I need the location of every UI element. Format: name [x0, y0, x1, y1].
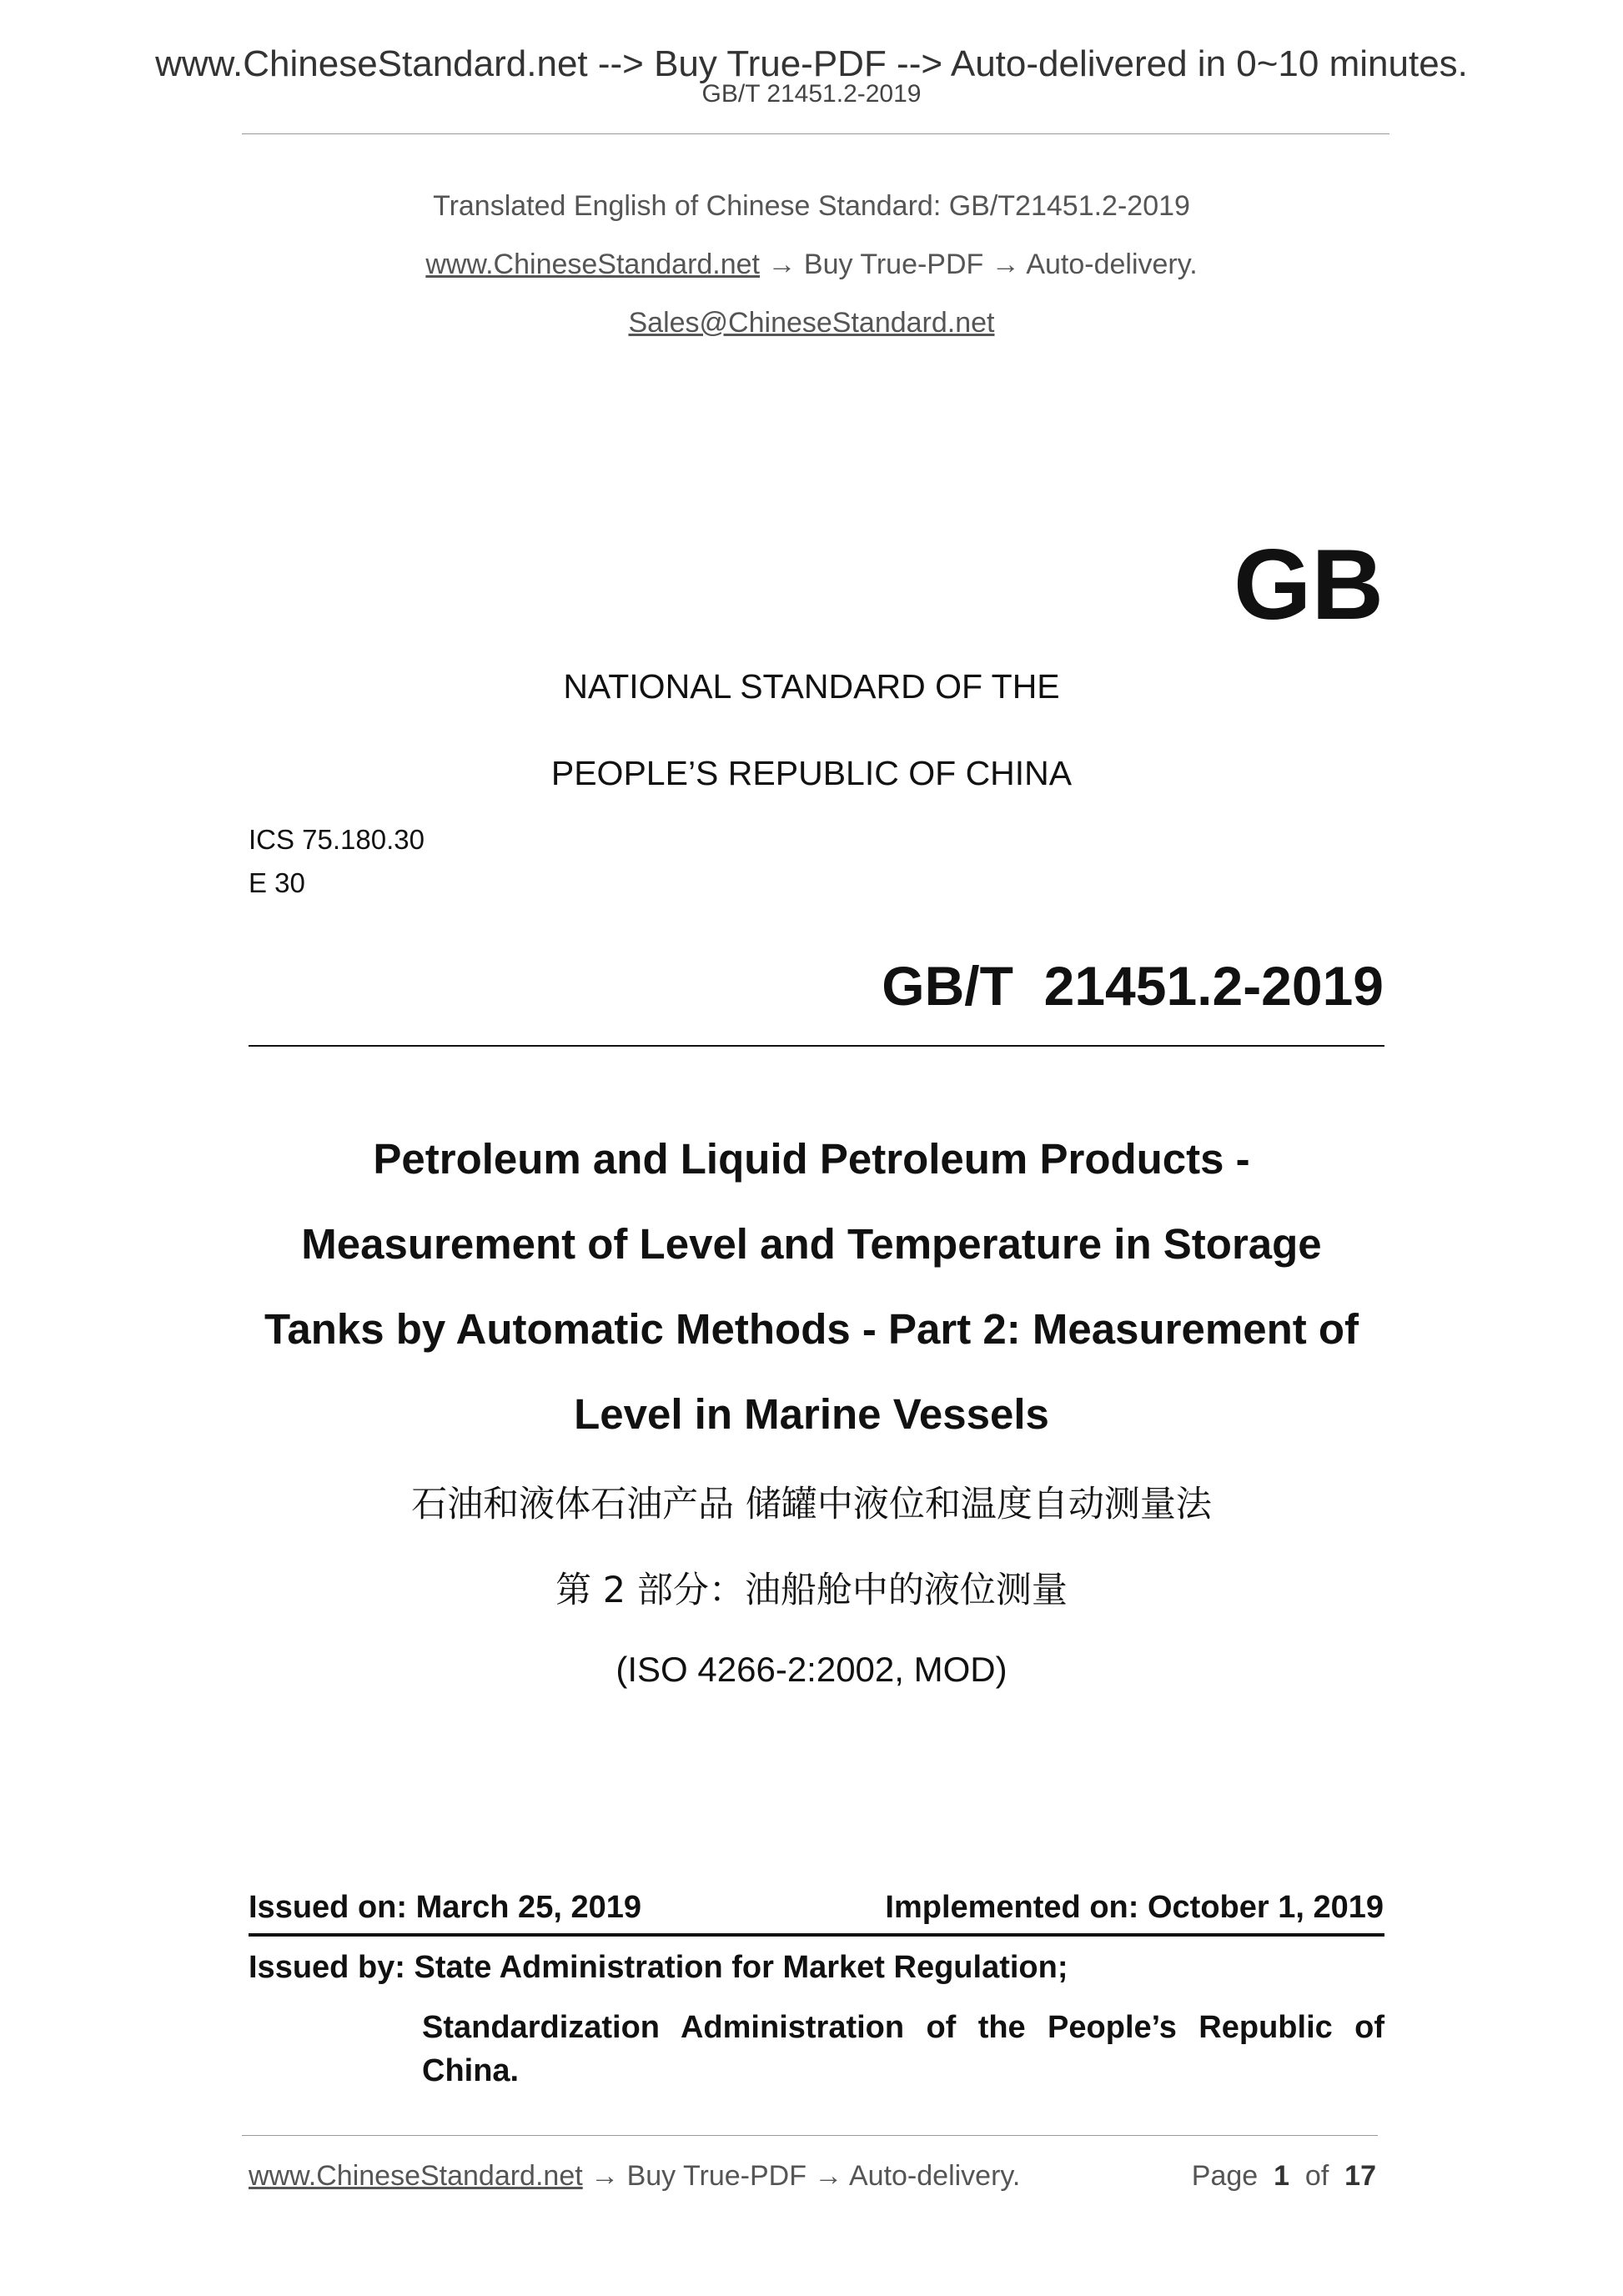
footer-site-suffix: → Buy True-PDF → Auto-delivery.	[582, 2160, 1021, 2192]
chinese-title-line-1: 石油和液体石油产品 储罐中液位和温度自动测量法	[411, 1484, 1212, 1525]
page-of: of	[1304, 2160, 1329, 2192]
title-line-4: Level in Marine Vessels	[574, 1390, 1049, 1438]
issued-by: Issued by: State Administration for Market Regulation;	[249, 1950, 1068, 1985]
translation-line: Translated English of Chinese Standard: GB/T21451.2-2019	[433, 190, 1190, 222]
page-label: Page	[1191, 2160, 1259, 2192]
chinese-title-line-2: 第 2 部分：油船舱中的液位测量	[555, 1570, 1068, 1611]
implemented-on: Implemented on: October 1, 2019	[885, 1890, 1384, 1925]
title-line-2: Measurement of Level and Temperature in Storage	[301, 1220, 1322, 1268]
site-link-suffix: → Buy True-PDF → Auto-delivery.	[760, 249, 1198, 280]
standard-number-rule	[249, 1045, 1384, 1047]
top-banner: www.ChineseStandard.net --> Buy True-PDF --> Auto-delivered in 0~10 minutes.	[155, 43, 1468, 84]
issued-by-china: China.	[422, 2053, 520, 2088]
site-link[interactable]: www.ChineseStandard.net	[425, 249, 761, 280]
gb-logo: GB	[1234, 529, 1384, 641]
page-current: 1	[1274, 2160, 1289, 2192]
title-line-3: Tanks by Automatic Methods - Part 2: Measurement of	[264, 1305, 1359, 1353]
footer-divider	[242, 2135, 1378, 2136]
footer-links	[249, 2160, 1020, 2193]
national-standard-line2: PEOPLE’S REPUBLIC OF CHINA	[550, 754, 1073, 792]
title-line-1: Petroleum and Liquid Petroleum Products -	[373, 1135, 1250, 1183]
issued-on: Issued on: March 25, 2019	[249, 1890, 641, 1925]
issue-rule	[249, 1933, 1384, 1937]
e-class: E 30	[249, 867, 305, 898]
page-total: 17	[1344, 2160, 1376, 2192]
national-standard-line1: NATIONAL STANDARD OF THE	[563, 667, 1060, 706]
standard-number: GB/T 21451.2-2019	[882, 955, 1384, 1017]
issued-by-sac: Standardization Administration of the People’s Republic of	[422, 2010, 1384, 2045]
header-standard-code: GB/T 21451.2-2019	[701, 80, 922, 108]
header-divider	[242, 133, 1389, 134]
footer-site-link[interactable]: www.ChineseStandard.net	[249, 2160, 583, 2192]
translation-email	[0, 307, 1623, 339]
sales-email-link[interactable]: Sales@ChineseStandard.net	[628, 307, 995, 339]
ics-code: ICS 75.180.30	[249, 824, 425, 855]
page-indicator	[1192, 2160, 1376, 2193]
translation-links	[0, 249, 1623, 281]
iso-reference: (ISO 4266-2:2002, MOD)	[616, 1650, 1007, 1689]
